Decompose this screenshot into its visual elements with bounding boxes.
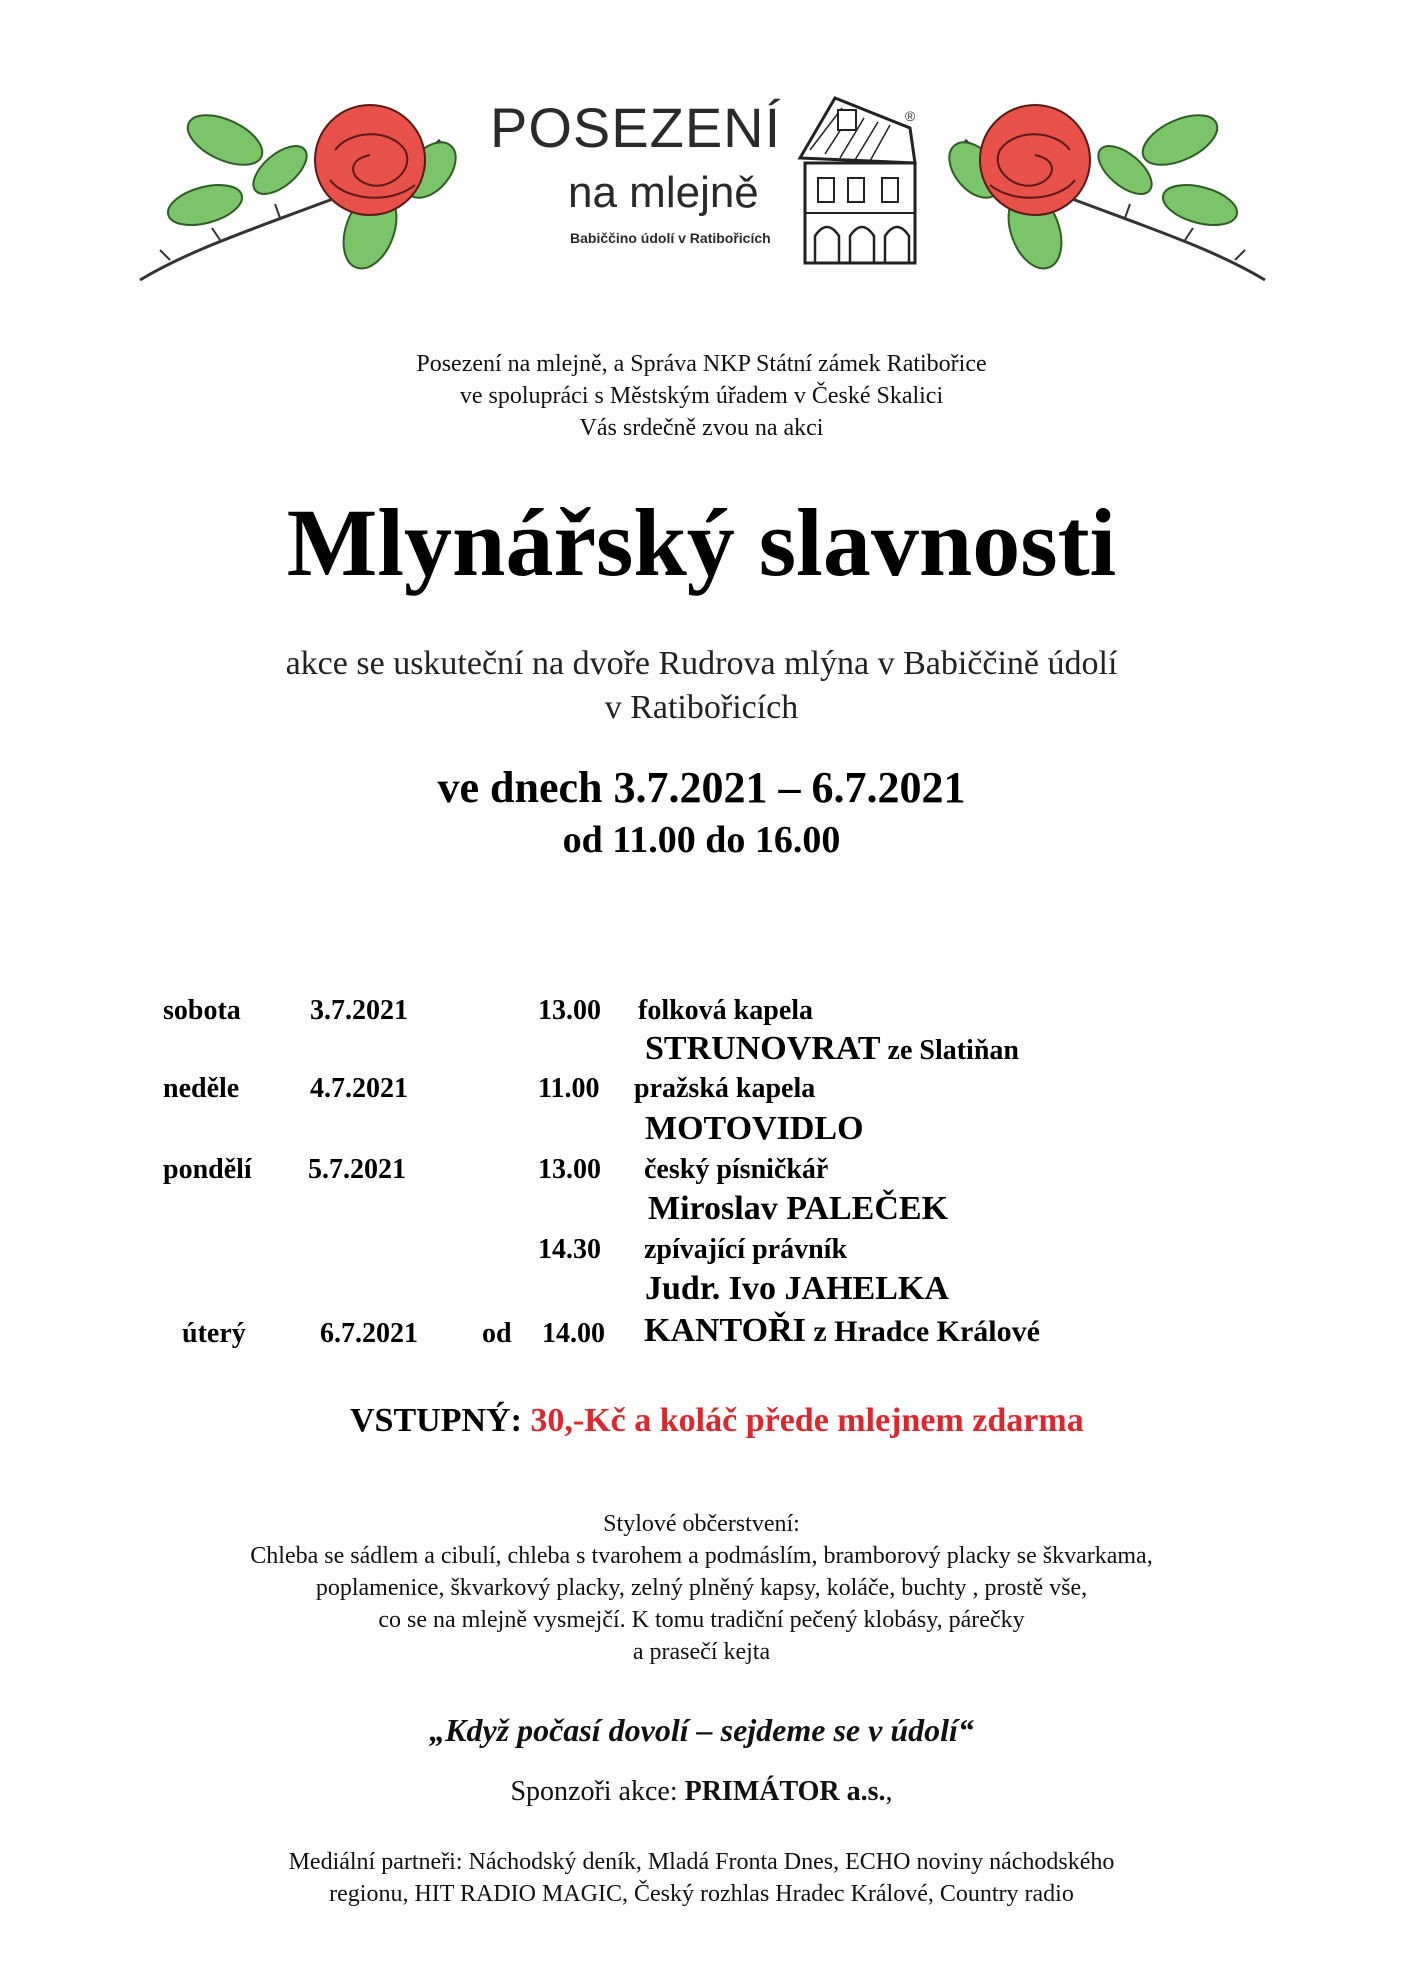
- admission-label: VSTUPNÝ:: [350, 1402, 522, 1439]
- venue-line-2: v Ratibořicích: [604, 689, 799, 726]
- schedule-time: 13.00: [538, 995, 601, 1026]
- intro-line-2: ve spolupráci s Městským úřadem v České Skalici: [459, 383, 944, 409]
- logo-subtitle: na mlejně: [568, 168, 759, 217]
- intro: [0, 348, 1403, 444]
- schedule-day: sobota: [163, 995, 241, 1026]
- band-origin: ze Slatiňan: [880, 1035, 1019, 1066]
- schedule-time: 11.00: [538, 1073, 600, 1104]
- schedule-desc: folková kapela: [638, 995, 814, 1026]
- motto: „Když počasí dovolí – sejdeme se v údolí“: [429, 1712, 974, 1748]
- refreshments-line-2: poplamenice, škvarkový placky, zelný plněný kapsy, koláče, buchty , prostě vše,: [315, 1575, 1088, 1601]
- schedule-desc: pražská kapela: [634, 1073, 816, 1104]
- schedule-date: 5.7.2021: [308, 1154, 406, 1185]
- refreshments-line-4: a prasečí kejta: [632, 1639, 771, 1665]
- sponsor: [0, 1776, 1403, 1808]
- venue: [0, 642, 1403, 730]
- schedule-day: pondělí: [163, 1154, 252, 1185]
- admission-value: 30,-Kč a koláč přede mlejnem zdarma: [530, 1402, 1084, 1439]
- media-partners: [0, 1846, 1403, 1910]
- admission-fee: [350, 1402, 1084, 1440]
- schedule-desc: zpívající právník: [644, 1234, 848, 1265]
- refreshments-heading: Stylové občerstvení:: [603, 1511, 800, 1537]
- schedule-date: 3.7.2021: [310, 995, 408, 1026]
- rose-decoration-left: [130, 100, 460, 300]
- sponsor-label: Sponzoři akce:: [510, 1776, 685, 1807]
- band-origin: z Hradce Králové: [805, 1315, 1040, 1348]
- mill-house-icon: [790, 88, 925, 268]
- header: [0, 0, 1403, 330]
- schedule-time: 14.30: [538, 1234, 601, 1265]
- intro-line-3: Vás srdečně zvou na akci: [579, 415, 824, 441]
- media-partners-line-1: Mediální partneři: Náchodský deník, Mladá Fronta Dnes, ECHO noviny náchodského: [288, 1849, 1115, 1875]
- sponsor-suffix: ,: [885, 1776, 893, 1807]
- logo-title: POSEZENÍ: [490, 96, 782, 159]
- band-name: Judr. Ivo JAHELKA: [645, 1270, 949, 1307]
- band-name: STRUNOVRAT: [645, 1030, 881, 1067]
- schedule-day: úterý: [182, 1318, 246, 1349]
- band-name: KANTOŘI: [644, 1312, 806, 1349]
- sponsor-name: PRIMÁTOR a.s.: [684, 1776, 886, 1807]
- rose-decoration-right: [945, 100, 1275, 300]
- schedule-date: 4.7.2021: [310, 1073, 408, 1104]
- schedule-time: 14.00: [542, 1318, 605, 1349]
- media-partners-line-2: regionu, HIT RADIO MAGIC, Český rozhlas Hradec Králové, Country radio: [329, 1881, 1074, 1907]
- logo-tagline: Babiččino údolí v Ratibořicích: [570, 230, 771, 246]
- schedule-day: neděle: [163, 1073, 240, 1104]
- refreshments-line-1: Chleba se sádlem a cibulí, chleba s tvarohem a podmáslím, bramborový placky se škvarkama,: [250, 1543, 1153, 1569]
- schedule-time: 13.00: [538, 1154, 601, 1185]
- band-name: MOTOVIDLO: [645, 1110, 864, 1147]
- intro-line-1: Posezení na mlejně, a Správa NKP Státní zámek Ratibořice: [416, 351, 987, 377]
- venue-line-1: akce se uskuteční na dvoře Rudrova mlýna v Babiččině údolí: [285, 645, 1118, 682]
- schedule-from: od: [482, 1318, 512, 1349]
- refreshments: [0, 1508, 1403, 1668]
- band-name: Miroslav PALEČEK: [648, 1190, 949, 1227]
- schedule-band: [645, 1030, 1019, 1068]
- logo-registered-mark: ®: [905, 108, 916, 124]
- event-title: Mlynářský slavnosti: [286, 489, 1117, 596]
- schedule-desc: český písničkář: [644, 1154, 829, 1185]
- schedule-band: [644, 1312, 1040, 1350]
- schedule-date: 6.7.2021: [320, 1318, 418, 1349]
- event-hours: od 11.00 do 16.00: [562, 819, 841, 861]
- refreshments-line-3: co se na mlejně vysmejčí. K tomu tradiční pečený klobásy, párečky: [378, 1607, 1025, 1633]
- event-dates: ve dnech 3.7.2021 – 6.7.2021: [437, 763, 966, 812]
